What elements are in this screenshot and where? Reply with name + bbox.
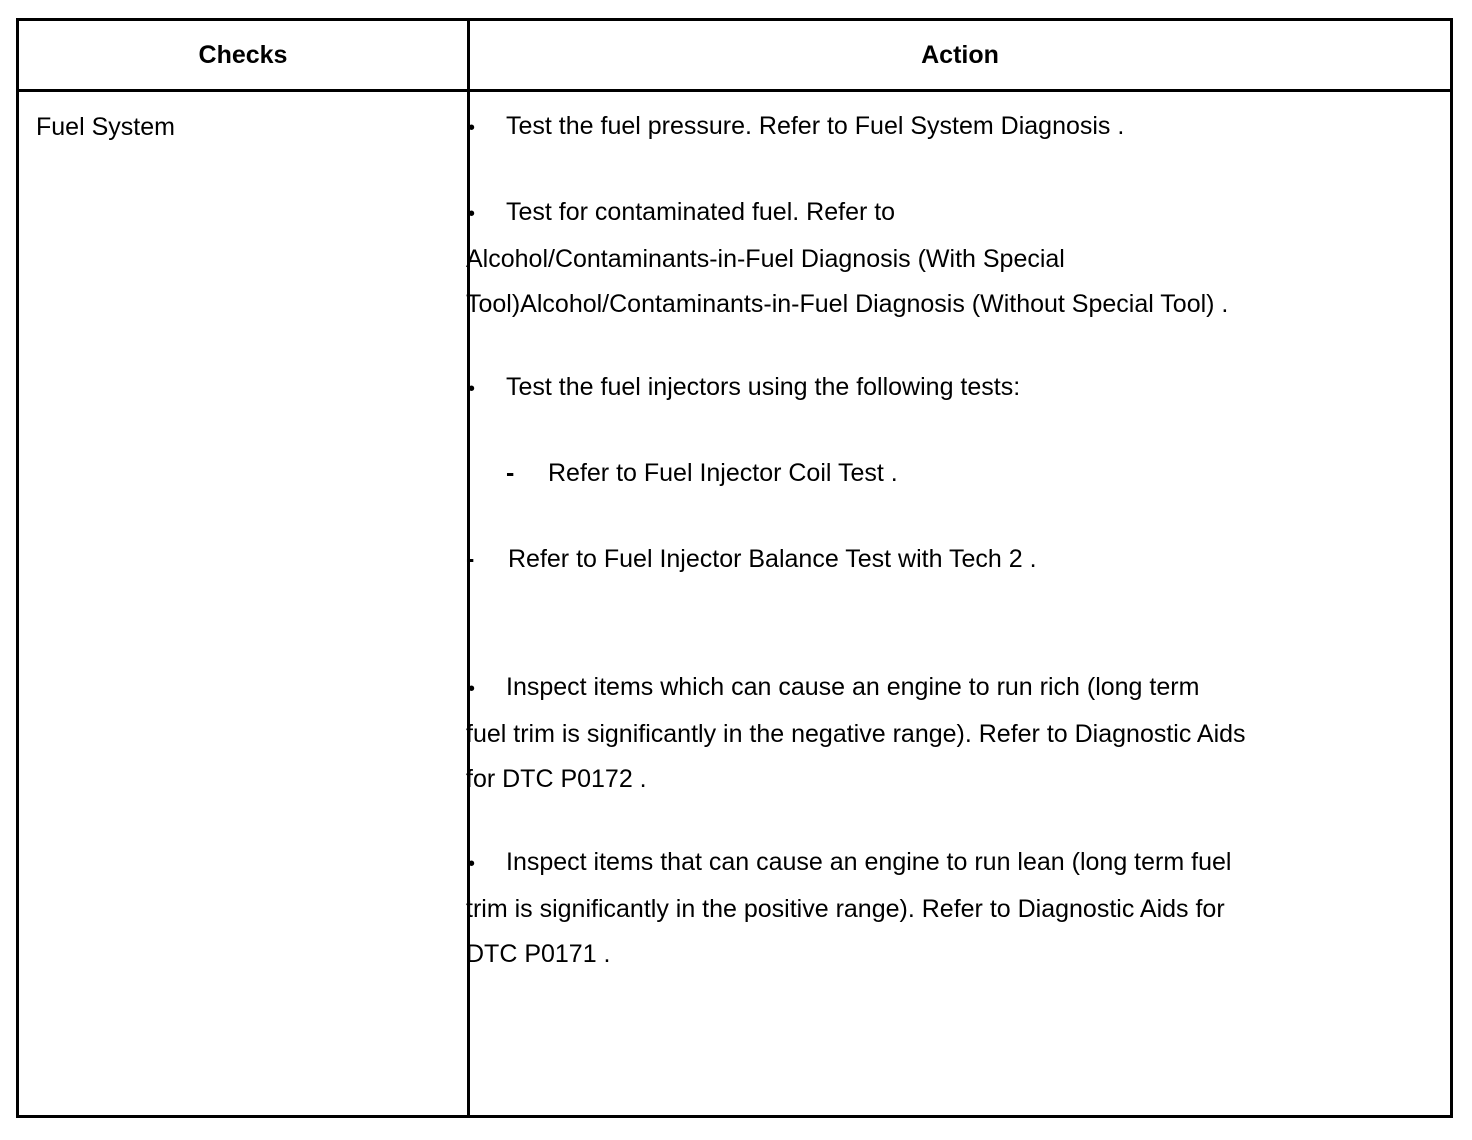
action-text: Test the fuel injectors using the following tests:: [506, 373, 1021, 401]
bullet-icon: •: [468, 117, 476, 139]
header-action: Action: [921, 40, 999, 69]
bullet-icon: •: [468, 853, 476, 875]
action-text-line: DTC P0171 .: [466, 940, 611, 968]
dash-icon: -: [466, 545, 475, 573]
check-fuel-system: Fuel System: [36, 113, 175, 141]
header-divider: [19, 89, 1450, 92]
action-text-line: trim is significantly in the positive range). Refer to Diagnostic Aids for: [466, 895, 1225, 923]
bullet-icon: •: [468, 203, 476, 225]
action-text-line: Alcohol/Contaminants-in-Fuel Diagnosis (With Special: [466, 245, 1065, 273]
action-item-run-rich: [466, 665, 1346, 802]
sub-item-text: Refer to Fuel Injector Balance Test with Tech 2 .: [508, 545, 1037, 573]
action-item-run-lean: [466, 840, 1346, 977]
sub-item-balance-test: [466, 537, 1346, 582]
action-text-line: Inspect items that can cause an engine to run lean (long term fuel: [506, 848, 1232, 876]
header-checks: Checks: [198, 40, 288, 69]
action-item-fuel-injectors: [466, 365, 1346, 412]
bullet-icon: •: [468, 678, 476, 700]
action-text-line: Test for contaminated fuel. Refer to: [506, 198, 896, 226]
sub-item-coil-test: [506, 451, 1386, 496]
action-text-line: Inspect items which can cause an engine to run rich (long term: [506, 673, 1200, 701]
sub-item-text: Refer to Fuel Injector Coil Test .: [548, 459, 898, 487]
action-item-fuel-pressure: [466, 104, 1346, 151]
action-text-line: for DTC P0172 .: [466, 765, 647, 793]
bullet-icon: •: [468, 378, 476, 400]
action-text-line: fuel trim is significantly in the negative range). Refer to Diagnostic Aids: [466, 720, 1246, 748]
action-text: Test the fuel pressure. Refer to Fuel System Diagnosis .: [506, 112, 1125, 140]
action-item-contaminated-fuel: [466, 190, 1346, 327]
dash-icon: -: [506, 459, 515, 487]
action-text-line: Tool)Alcohol/Contaminants-in-Fuel Diagnosis (Without Special Tool) .: [466, 290, 1229, 318]
